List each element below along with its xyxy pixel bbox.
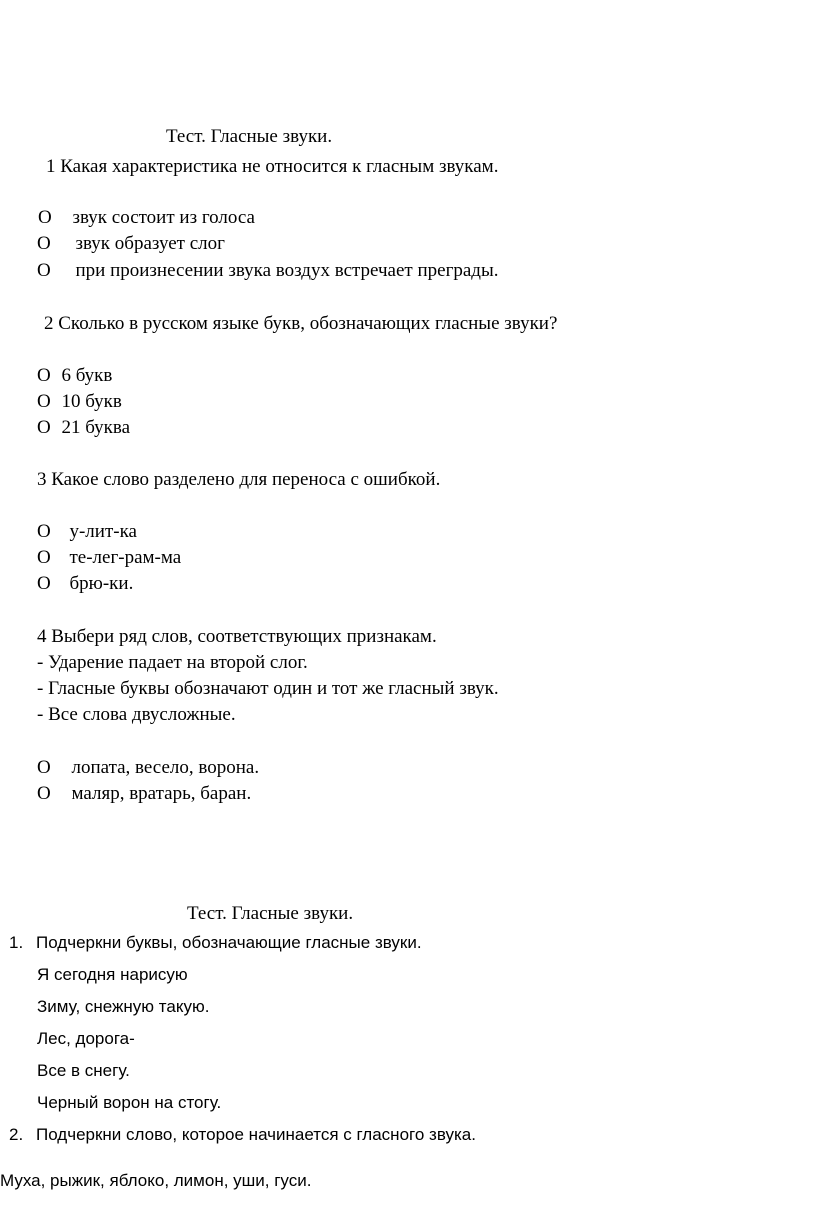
- option-label: те-лег-рам-ма: [69, 547, 182, 568]
- poem-line-4: Все в снегу.: [37, 1061, 130, 1080]
- test2-item-1: [9, 932, 422, 954]
- q1-option-3[interactable]: [37, 260, 499, 282]
- question-1-text: 1 Какая характеристика не относится к гласным звукам.: [46, 156, 499, 177]
- q1-option-1[interactable]: [38, 207, 255, 229]
- item-text: Подчеркни слово, которое начинается с гласного звука.: [36, 1125, 476, 1144]
- q1-option-2[interactable]: [37, 233, 225, 255]
- q2-option-3[interactable]: [37, 417, 130, 439]
- item-number: 1.: [9, 933, 24, 952]
- radio-circle-icon[interactable]: О: [37, 365, 51, 386]
- radio-circle-icon[interactable]: О: [37, 547, 51, 568]
- word-list: Муха, рыжик, яблоко, лимон, уши, гуси.: [0, 1171, 312, 1190]
- radio-circle-icon[interactable]: О: [37, 260, 51, 281]
- q2-option-2[interactable]: [37, 391, 122, 413]
- poem-line-3: Лес, дорога-: [37, 1029, 135, 1048]
- radio-circle-icon[interactable]: О: [38, 207, 52, 228]
- poem-line-2: Зиму, снежную такую.: [37, 997, 210, 1016]
- option-label: 6 букв: [61, 365, 113, 386]
- option-label: 10 букв: [61, 391, 122, 412]
- radio-circle-icon[interactable]: О: [37, 233, 51, 254]
- radio-circle-icon[interactable]: О: [37, 573, 51, 594]
- radio-circle-icon[interactable]: О: [37, 417, 51, 438]
- test2-item-2: [9, 1124, 476, 1146]
- test1-title: Тест. Гласные звуки.: [166, 126, 333, 147]
- poem-line-1: Я сегодня нарисую: [37, 965, 188, 984]
- option-label: 21 буква: [61, 417, 131, 438]
- q4-option-1[interactable]: [37, 757, 259, 779]
- q4-option-2[interactable]: [37, 783, 251, 805]
- question-2-text: 2 Сколько в русском языке букв, обозначающих гласные звуки?: [44, 313, 558, 334]
- q4-criterion-2: - Гласные буквы обозначают один и тот же гласный звук.: [37, 678, 499, 699]
- option-label: при произнесении звука воздух встречает преграды.: [75, 260, 499, 281]
- q3-option-2[interactable]: [37, 547, 181, 569]
- item-text: Подчеркни буквы, обозначающие гласные звуки.: [36, 933, 422, 952]
- option-label: у-лит-ка: [69, 521, 137, 542]
- poem-line-5: Черный ворон на стогу.: [37, 1093, 222, 1112]
- option-label: звук образует слог: [75, 233, 225, 254]
- question-4-text: 4 Выбери ряд слов, соответствующих признакам.: [37, 626, 437, 647]
- item-number: 2.: [9, 1125, 24, 1144]
- q2-option-1[interactable]: [37, 365, 112, 387]
- q3-option-1[interactable]: [37, 521, 137, 543]
- radio-circle-icon[interactable]: О: [37, 783, 51, 804]
- radio-circle-icon[interactable]: О: [37, 391, 51, 412]
- option-label: маляр, вратарь, баран.: [71, 783, 252, 804]
- radio-circle-icon[interactable]: О: [37, 521, 51, 542]
- option-label: лопата, весело, ворона.: [71, 757, 260, 778]
- radio-circle-icon[interactable]: О: [37, 757, 51, 778]
- test2-title: Тест. Гласные звуки.: [187, 903, 354, 924]
- option-label: брю-ки.: [69, 573, 134, 594]
- q4-criterion-1: - Ударение падает на второй слог.: [37, 652, 308, 673]
- q4-criterion-3: - Все слова двусложные.: [37, 704, 236, 725]
- option-label: звук состоит из голоса: [72, 207, 255, 228]
- q3-option-3[interactable]: [37, 573, 133, 595]
- question-3-text: 3 Какое слово разделено для переноса с ошибкой.: [37, 469, 441, 490]
